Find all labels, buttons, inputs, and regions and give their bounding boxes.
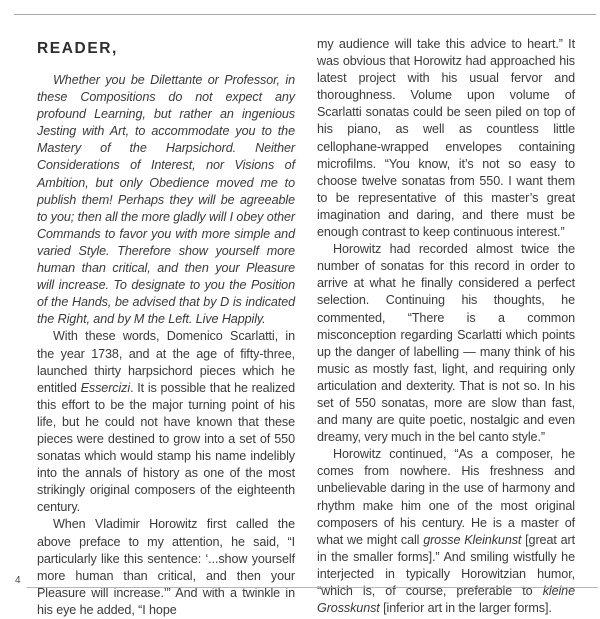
paragraph-continued: my audience will take this advice to heart.” It was obvious that Horowitz had approached his latest project with his usual fervor and thoroughness. Volume upon volume of Scarlatti sonatas could be seen piled on top of his piano, as well as countless little cellophane-wrapped envelopes containing microfilms. “You know, it’s not so easy to choose twelve sonatas from 550. I want them to be representative of this master’s great imagination and daring, and there must be enough contrast to keep continuous interest.”	[317, 37, 575, 240]
emphasis-kleine-grosskunst: kleine Grosskunst	[317, 584, 575, 616]
paragraph-text: [inferior art in the larger forms].	[379, 601, 552, 616]
paragraph-horowitz-preface: When Vladimir Horowitz first called the above preface to my attention, he said, “I particularly like this sentence: ‘...show yourself more human than critical, and then your Pleasure will increase.’” And with a twinkle in his eye he added, “I hope	[37, 517, 295, 617]
right-column	[317, 36, 575, 617]
paragraph-recorded-sonatas: Horowitz had recorded almost twice the number of sonatas for this record in order to arrive at what he finally considered a perfect selection. Continuing his thoughts, he commented, “There is a common misconception regarding Scarlatti which points up the danger of labelling — many think of his music as mostly fast, light, and requiring only articulation and dexterity. That is not so. In his set of 550 sonatas, more are slow than fast, and many are quite poetic, nostalgic and even dreamy, very much in the bel canto style.”	[317, 242, 575, 445]
paragraph-text: Horowitz continued, “As a composer, he comes from nowhere. His freshness and unbelievable daring in the use of harmony and rhythm make him one of the most original composers of his century. He is a master of what we might call	[317, 447, 575, 547]
paragraph-text: [great art in the smaller forms].” And smiling wistfully he interjected in typically Horowitzian humor, “which is, of course, preferable to	[317, 532, 575, 598]
paragraph-text: . It is possible that he realized this effort to be the major turning point of his life, but he could not have known that these pieces were destined to grow into a set of 550 sonatas which would stamp his name indelibly into the annals of history as one of the most strikingly original composers of the eighteenth century.	[37, 380, 295, 515]
paragraph-scarlatti-intro	[37, 328, 295, 516]
left-column	[37, 36, 295, 619]
top-rule	[14, 14, 596, 15]
emphasis-grosse-kleinkunst: grosse Kleinkunst	[423, 532, 522, 547]
paragraph-horowitz-continued	[317, 446, 575, 617]
preface-quote: Whether you be Dilettante or Professor, in these Compositions do not expect any profound Learning, but rather an ingenious Jesting with Art, to accommodate you to the Mastery of the Harpsichord. Neither Considerations of Interest, nor Visions of Ambition, but only Obedience moved me to publish them! Perhaps they will be agreeable to you; then all the more gladly will I obey other Commands to favor you with more simple and varied Style. Therefore show yourself more human than critical, and then your Pleasure will increase. To designate to you the Position of the Hands, be advised that by D is indicated the Right, and by M the Left. Live Happily.	[37, 73, 295, 327]
section-heading: READER,	[37, 40, 118, 57]
paragraph-text: With these words, Domenico Scarlatti, in the year 1738, and at the age of fifty-three, launched thirty harpsichord pieces which he entitled	[37, 329, 295, 395]
emphasis-essercizi: Essercizi	[80, 380, 131, 395]
bottom-rule	[27, 587, 598, 588]
page-number: 4	[15, 575, 21, 586]
